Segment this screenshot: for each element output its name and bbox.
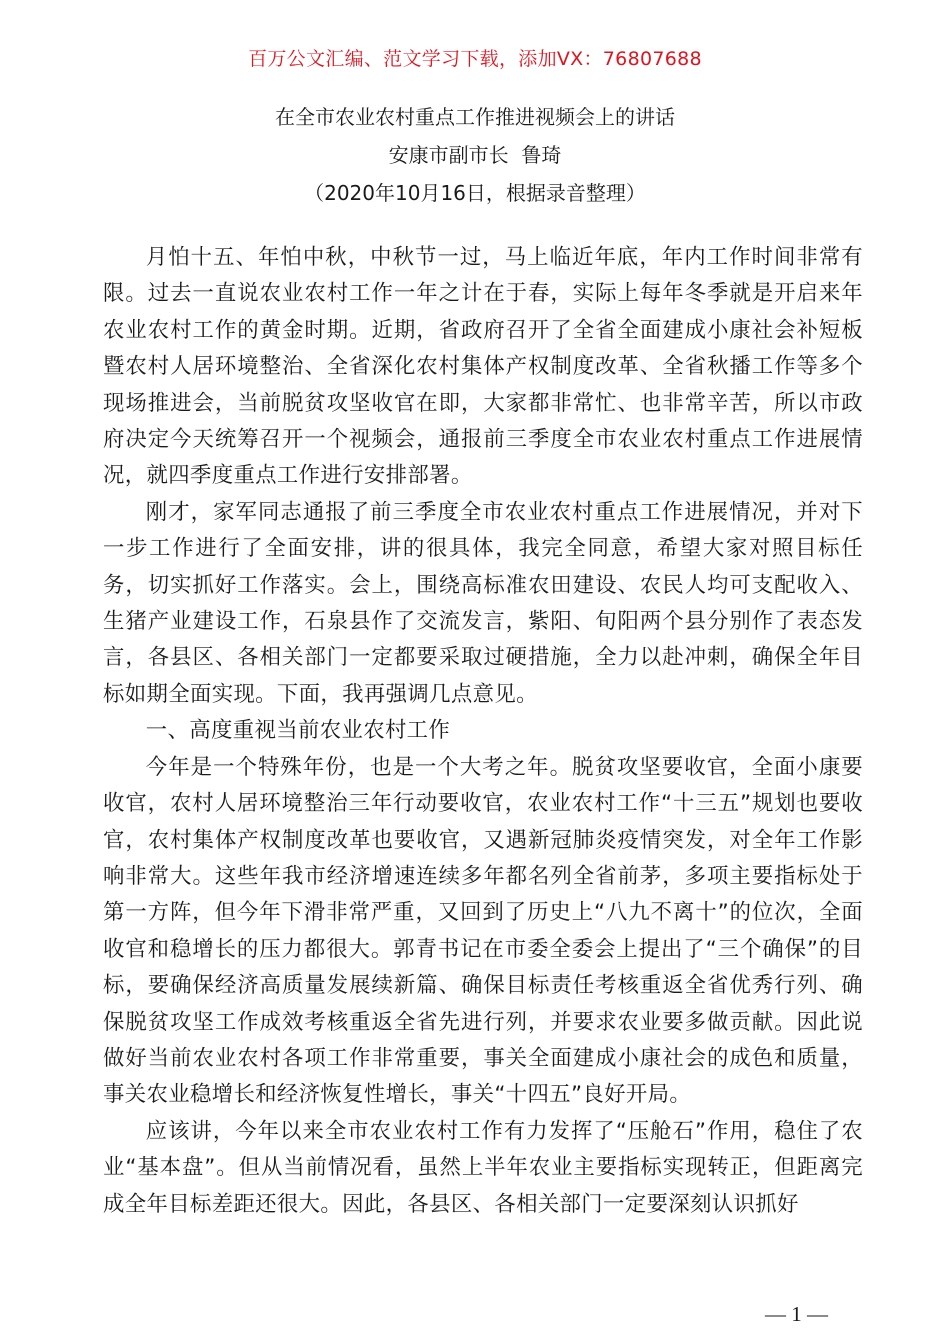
document-title: 在全市农业农村重点工作推进视频会上的讲话 <box>275 105 675 129</box>
download-banner: 百万公文汇编、范文学习下载，添加VX：76807688 <box>248 48 702 70</box>
section-heading-1: 一、高度重视当前农业农村工作 <box>145 718 451 744</box>
paragraph-special-year: 今年是一个特殊年份，也是一个大考之年。脱贫攻坚要收官，全面小康要收官，农村人居环境整治三年行动要收官，农业农村工作“十三五”规划也要收官，农村集体产权制度改革也要收官，又遇新冠肺炎疫情突发，对全年工作影响非常大。这些年我市经济增速连续多年都名列全省前茅，多项主要指标处于第一方阵，但今年下滑非常严重，又回到了历史上“八九不离十”的位次，全面收官和稳增长的压力都很大。郭青书记在市委全委会上提出了“三个确保”的目标，要确保经济高质量发展续新篇、确保目标责任考核重返全省优秀行列、确保脱贫攻坚工作成效考核重返全省先进行列，并要求农业要多做贡献。因此说做好当前农业农村各项工作非常重要，事关全面建成小康社会的成色和质量，事关农业稳增长和经济恢复性增长，事关“十四五”良好开局。 <box>103 754 863 1108</box>
title-block <box>0 98 950 212</box>
paragraph-ballast-stone: 应该讲，今年以来全市农业农村工作有力发挥了“压舱石”作用，稳住了农业“基本盘”。但从当前情况看，虽然上半年农业主要指标实现转正，但距离完成全年目标差距还很大。因此，各县区、各相关部门一定要深刻认识抓好 <box>103 1118 863 1217</box>
page-number: — 1 — <box>765 1302 828 1326</box>
paragraph-opening: 月怕十五、年怕中秋，中秋节一过，马上临近年底，年内工作时间非常有限。过去一直说农业农村工作一年之计在于春，实际上每年冬季就是开启来年农业农村工作的黄金时期。近期，省政府召开了全省全面建成小康社会补短板暨农村人居环境整治、全省深化农村集体产权制度改革、全省秋播工作等多个现场推进会，当前脱贫攻坚收官在即，大家都非常忙、也非常辛苦，所以市政府决定今天统筹召开一个视频会，通报前三季度全市农业农村重点工作进展情况，就四季度重点工作进行安排部署。 <box>103 245 863 489</box>
document-date-note: （2020年10月16日，根据录音整理） <box>304 181 646 205</box>
paragraph-meeting-summary: 刚才，家军同志通报了前三季度全市农业农村重点工作进展情况，并对下一步工作进行了全面安排，讲的很具体，我完全同意，希望大家对照目标任务，切实抓好工作落实。会上，围绕高标准农田建设、农民人均可支配收入、生猪产业建设工作，石泉县作了交流发言，紫阳、旬阳两个县分别作了表态发言，各县区、各相关部门一定都要采取过硬措施，全力以赴冲刺，确保全年目标如期全面实现。下面，我再强调几点意见。 <box>103 499 863 707</box>
document-author: 安康市副市长 鲁琦 <box>388 143 562 167</box>
document-body <box>103 240 863 1223</box>
